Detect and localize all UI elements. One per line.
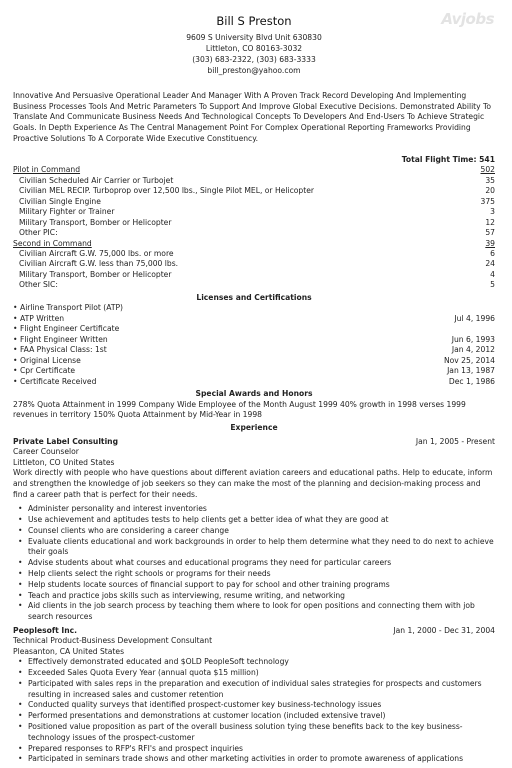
flight-time-label: Other SIC: <box>19 280 58 290</box>
flight-time-label: Civilian MEL RECIP. Turboprop over 12,500 lbs., Single Pilot MEL, or Helicopter <box>19 186 314 196</box>
flight-time-value: 57 <box>485 228 495 238</box>
job-bullet-item: • Use achievement and aptitudes tests to help clients get a better idea of what they are good at <box>13 515 495 526</box>
flight-time-row <box>13 249 495 259</box>
sic-header-row <box>13 239 495 249</box>
license-name-wrap <box>13 303 123 313</box>
flight-time-row <box>13 176 495 186</box>
sic-total: 39 <box>485 238 495 248</box>
flight-time-row <box>13 270 495 280</box>
bullet-icon: • <box>13 303 18 313</box>
avjobs-watermark-logo: Avjobs <box>441 10 494 28</box>
flight-time-label: Military Transport, Bomber or Helicopter <box>19 217 172 227</box>
license-name-wrap <box>13 356 81 366</box>
license-name-wrap <box>13 335 108 345</box>
job-bullet-item: • Participated in seminars trade shows and other marketing activities in order to promote awareness of applications <box>13 754 495 765</box>
resume-page <box>13 0 495 765</box>
flight-time-value: 5 <box>490 280 495 290</box>
pic-header-row <box>13 165 495 175</box>
flight-time-value: 375 <box>480 196 495 206</box>
flight-time-label: Civilian Aircraft G.W. less than 75,000 lbs. <box>19 259 179 269</box>
job-bullet-item: • Advise students about what courses and educational programs they need for particular careers <box>13 558 495 569</box>
address-line-2: Littleton, CO 80163-3032 <box>205 43 303 53</box>
job-title: Career Counselor <box>13 447 79 457</box>
job-entry <box>13 437 495 623</box>
job-bullet-item: • Performed presentations and demonstrations at customer location (included extensive travel) <box>13 711 495 722</box>
bullet-icon: • <box>13 355 18 365</box>
awards-title: Special Awards and Honors <box>195 389 313 399</box>
license-list <box>13 303 495 387</box>
job-bullet-item: • Help students locate sources of financial support to pay for school and other training programs <box>13 580 495 591</box>
candidate-name: Bill S Preston <box>216 14 292 28</box>
license-date: Dec 1, 1986 <box>448 376 495 386</box>
license-name-wrap <box>13 345 107 355</box>
license-name-wrap <box>13 314 64 324</box>
job-bullet-item: • Counsel clients who are considering a career change <box>13 526 495 537</box>
license-item <box>13 377 495 387</box>
license-name: Cpr Certificate <box>20 366 76 376</box>
job-bullet-item: • Help clients select the right schools or programs for their needs <box>13 569 495 580</box>
license-item <box>13 314 495 324</box>
flight-time-label: Civilian Aircraft G.W. 75,000 lbs. or more <box>19 248 174 258</box>
flight-time-row <box>13 259 495 269</box>
job-bullet-item: • Exceeded Sales Quota Every Year (annual quota $15 million) <box>13 668 495 679</box>
job-company: Private Label Consulting <box>13 436 119 446</box>
job-entry <box>13 626 495 765</box>
license-date: Jan 4, 2012 <box>451 345 495 355</box>
flight-time-value: 35 <box>485 175 495 185</box>
flight-time-value: 3 <box>490 207 495 217</box>
license-date: Jan 13, 1987 <box>447 366 495 376</box>
job-bullet-item: • Aid clients in the job search process by teaching them where to look for open positions and connecting them with job search resources <box>13 601 495 623</box>
bullet-icon: • <box>13 366 18 376</box>
flight-time-label: Military Transport, Bomber or Helicopter <box>19 269 172 279</box>
professional-summary: Innovative And Persuasive Operational Leader And Manager With A Proven Track Record Developing And Implementing Business Processes Tools And Metric Parameters To Support And Improve Global Executive Decisions. Demonstrated Ability To Translate And Communicate Business Needs And Technological Concepts To Developers And End-Users To Achieve Strategic Goals. In Depth Experience As The Central Management Point For Complex Operational Reporting Frameworks Providing Proactive Solutions To A Corporate Wide Executive Constituency. <box>13 90 492 143</box>
license-date: Jul 4, 1996 <box>454 313 495 323</box>
flight-time-row <box>13 197 495 207</box>
flight-time-value: 4 <box>490 269 495 279</box>
license-date: Nov 25, 2014 <box>443 355 495 365</box>
job-bullet-item: • Effectively demonstrated educated and $OLD PeopleSoft technology <box>13 657 495 668</box>
job-bullet-item: • Prepared responses to RFP's RFI's and prospect inquiries <box>13 744 495 755</box>
job-bullet-item: • Administer personality and interest inventories <box>13 504 495 515</box>
license-name-wrap <box>13 324 119 334</box>
job-dates: Jan 1, 2005 - Present <box>415 436 495 446</box>
license-item <box>13 303 495 313</box>
address-line-1: 9609 S University Blvd Unit 630830 <box>186 32 322 42</box>
license-name: Flight Engineer Certificate <box>20 324 120 334</box>
flight-time-row <box>13 228 495 238</box>
job-bullet-item: • Positioned value proposition as part of the overall business solution tying these benefits back to the key business-technology issues of the prospect-customer <box>13 722 495 744</box>
flight-time-value: 20 <box>485 186 495 196</box>
email-address[interactable]: bill_preston@yahoo.com <box>207 65 301 75</box>
pic-total: 502 <box>480 165 495 175</box>
bullet-icon: • <box>13 324 18 334</box>
job-bullet-item: • Conducted quality surveys that identified prospect-customer key business-technology issues <box>13 700 495 711</box>
job-bullet-item: • Participated with sales reps in the preparation and execution of individual sales strategies for prospects and customers resulting in increased sales and customer retention <box>13 679 495 701</box>
phone-numbers: (303) 683-2322, (303) 683-3333 <box>192 54 316 64</box>
pic-label: Pilot in Command <box>13 165 81 175</box>
flight-time-value: 6 <box>490 248 495 258</box>
license-name-wrap <box>13 366 75 376</box>
bullet-icon: • <box>13 376 18 386</box>
flight-time-row <box>13 218 495 228</box>
license-item <box>13 324 495 334</box>
job-bullet-item: • Teach and practice jobs skills such as interviewing, resume writing, and networking <box>13 591 495 602</box>
job-location: Littleton, CO United States <box>13 457 115 467</box>
license-name: Original License <box>20 355 81 365</box>
job-title: Technical Product-Business Development Consultant <box>13 636 213 646</box>
license-item <box>13 366 495 376</box>
flight-time-value: 12 <box>485 217 495 227</box>
job-location: Pleasanton, CA United States <box>13 646 125 656</box>
flight-time-label: Civilian Single Engine <box>19 196 101 206</box>
job-bullet-list <box>13 504 495 623</box>
license-date: Jun 6, 1993 <box>451 334 495 344</box>
flight-time-label: Other PIC: <box>19 228 58 238</box>
job-header <box>13 437 495 447</box>
awards-text: 278% Quota Attainment in 1999 Company Wide Employee of the Month August 1999 40% growth in 1998 verses 1999 revenues in territory 150% Quota Attainment by Mid-Year in 1998 <box>13 399 466 420</box>
license-item <box>13 356 495 366</box>
job-header <box>13 626 495 636</box>
license-name: FAA Physical Class: 1st <box>20 345 107 355</box>
total-flight-time: Total Flight Time: 541 <box>401 154 495 164</box>
flight-time-label: Military Fighter or Trainer <box>19 207 115 217</box>
license-item <box>13 345 495 355</box>
flight-time-label: Civilian Scheduled Air Carrier or Turbojet <box>19 175 174 185</box>
license-name: ATP Written <box>20 313 65 323</box>
bullet-icon: • <box>13 313 18 323</box>
bullet-icon: • <box>13 345 18 355</box>
sic-rows <box>13 249 495 291</box>
job-description: Work directly with people who have questions about different aviation careers and educational paths. Help to educate, inform and strengthen the knowledge of job seekers so they can make the most of the planning and decision-making process and find a career path that is perfect for their needs. <box>13 467 493 499</box>
flight-time-value: 24 <box>485 259 495 269</box>
bullet-icon: • <box>13 334 18 344</box>
sic-label: Second in Command <box>13 238 92 248</box>
license-name: Certificate Received <box>20 376 97 386</box>
license-name: Flight Engineer Written <box>20 334 108 344</box>
flight-time-row <box>13 207 495 217</box>
license-name: Airline Transport Pilot (ATP) <box>20 303 124 313</box>
job-dates: Jan 1, 2000 - Dec 31, 2004 <box>393 625 495 635</box>
job-bullet-list <box>13 657 495 765</box>
flight-time-row <box>13 186 495 196</box>
flight-time-row <box>13 280 495 290</box>
license-item <box>13 335 495 345</box>
licenses-title: Licenses and Certifications <box>196 292 312 302</box>
job-bullet-item: • Evaluate clients educational and work backgrounds in order to help them determine what they need to do next to achieve their goals <box>13 537 495 559</box>
license-name-wrap <box>13 377 96 387</box>
pic-rows <box>13 176 495 239</box>
experience-title: Experience <box>230 423 278 433</box>
job-company: Peoplesoft Inc. <box>13 625 78 635</box>
resume-header <box>13 14 495 76</box>
